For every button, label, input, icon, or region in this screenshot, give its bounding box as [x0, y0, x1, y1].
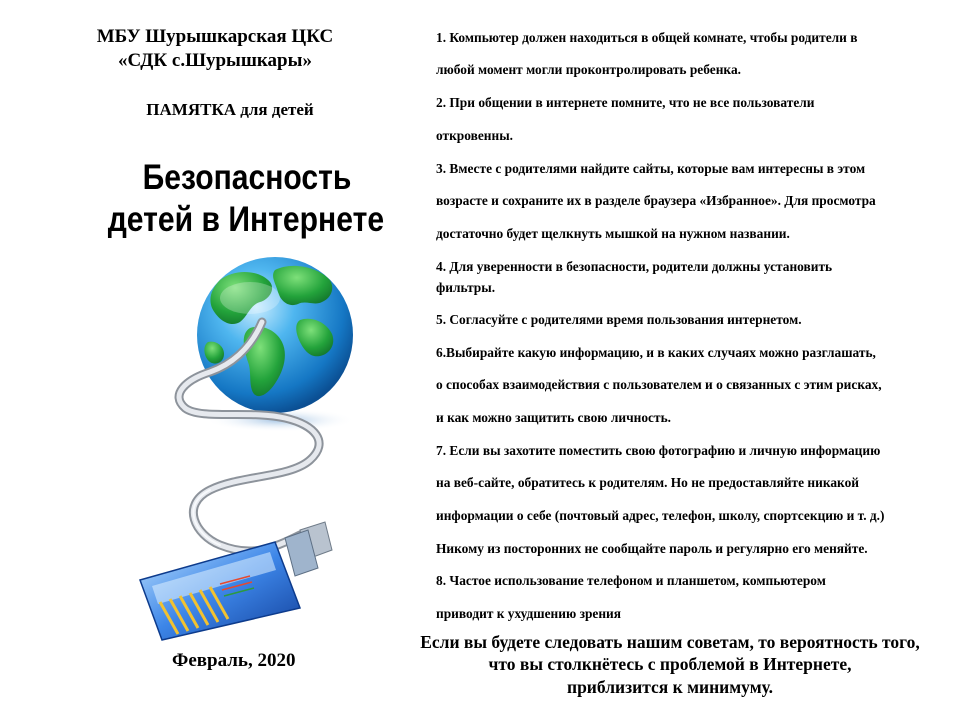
- tip-line: 5. Согласуйте с родителями время пользования интернетом.: [436, 312, 802, 327]
- tip-line: любой момент могли проконтролировать ребенка.: [436, 62, 741, 77]
- tip-line: 7. Если вы захотите поместить свою фотографию и личную информацию: [436, 443, 881, 458]
- organization-subtitle: «СДК с.Шурышкары»: [118, 50, 312, 71]
- publication-date: Февраль, 2020: [172, 650, 296, 671]
- tip-line: на веб-сайте, обратитесь к родителям. Но не предоставляйте никакой: [436, 475, 859, 490]
- headline-line-1: Безопасность: [142, 158, 352, 197]
- tip-line: откровенны.: [436, 128, 514, 143]
- tip-line: 3. Вместе с родителями найдите сайты, которые вам интересны в этом: [436, 161, 866, 176]
- tip-line: информации о себе (почтовый адрес, телефон, школу, спортсекцию и т. д.): [436, 508, 885, 523]
- tip-line: и как можно защитить свою личность.: [436, 410, 672, 425]
- tip-line: 4. Для уверенности в безопасности, родители должны установить: [436, 259, 833, 274]
- tip-line: 1. Компьютер должен находиться в общей комнате, чтобы родители в: [436, 30, 858, 45]
- globe-icon: [197, 257, 353, 413]
- tip-line: 8. Частое использование телефоном и планшетом, компьютером: [436, 573, 826, 588]
- headline-line-2: детей в Интернете: [107, 200, 385, 239]
- tip-line: возрасте и сохраните их в разделе браузера «Избранное». Для просмотра: [436, 193, 876, 208]
- tip-line: фильтры.: [436, 280, 496, 295]
- tip-line: 6.Выбирайте какую информацию, и в каких случаях можно разглашать,: [436, 345, 876, 360]
- rj45-plug-icon: [140, 522, 332, 640]
- closing-line-2: что вы столкнётесь с проблемой в Интернете,: [488, 654, 852, 674]
- closing-line-3: приблизится к минимуму.: [566, 677, 773, 697]
- left-column: [0, 0, 420, 720]
- globe-cable-illustration: [100, 250, 400, 645]
- organization-name: МБУ Шурышкарская ЦКС: [96, 26, 334, 47]
- memo-label: ПАМЯТКА для детей: [146, 100, 314, 119]
- tip-line: 2. При общении в интернете помните, что не все пользователи: [436, 95, 815, 110]
- tip-line: Никому из посторонних не сообщайте пароль и регулярно его меняйте.: [436, 541, 868, 556]
- tip-line: достаточно будет щелкнуть мышкой на нужном названии.: [436, 226, 790, 241]
- tip-line: приводит к ухудшению зрения: [436, 606, 622, 621]
- closing-line-1: Если вы будете следовать нашим советам, то вероятность того,: [420, 632, 920, 652]
- tip-line: о способах взаимодействия с пользователем и о связанных с этим рисках,: [436, 377, 882, 392]
